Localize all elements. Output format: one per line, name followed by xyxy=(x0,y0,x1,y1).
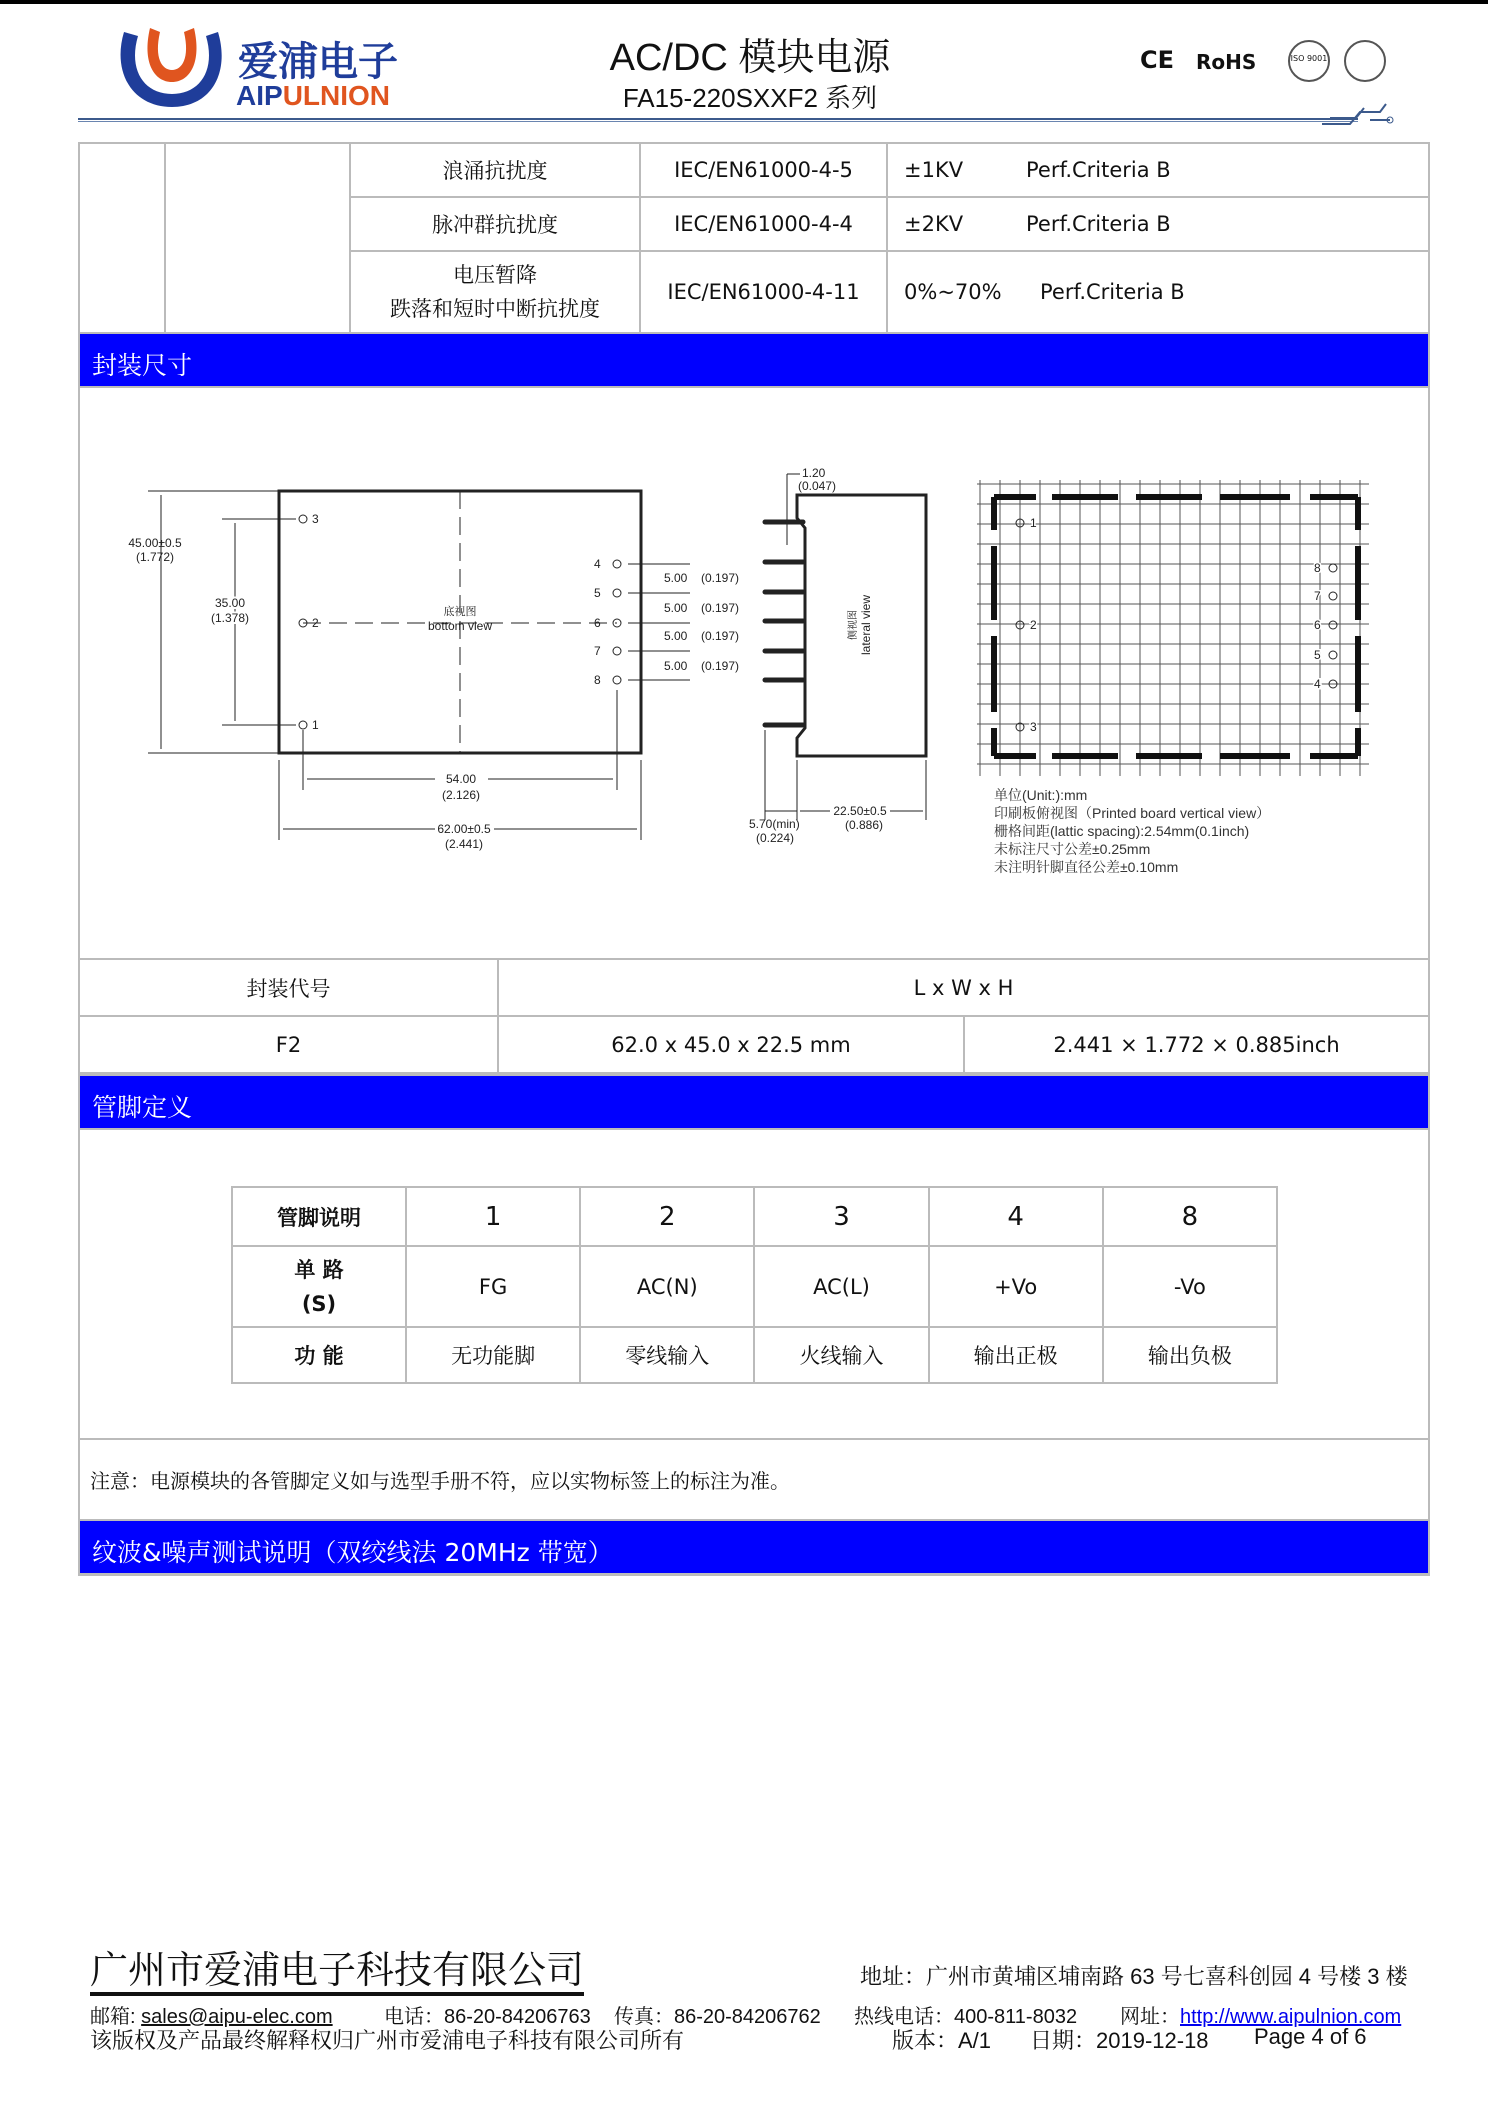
package-code: F2 xyxy=(79,1016,498,1073)
dim-height-inch: (1.772) xyxy=(135,550,175,564)
lateral-pins xyxy=(765,522,803,725)
bottom-view-label-cn: 底视图 xyxy=(443,606,477,618)
bottom-view-label: bottom view xyxy=(427,619,493,633)
section-header-ripple: 纹波&噪声测试说明（双绞线法 20MHz 带宽） xyxy=(78,1519,1430,1575)
pin-number: 8 xyxy=(1103,1187,1277,1246)
emc-level: ±2KV xyxy=(904,212,964,236)
pin-table xyxy=(231,1186,1278,1384)
row-label: 功 能 xyxy=(232,1327,406,1383)
pin-label: 3 xyxy=(312,512,319,526)
row-label: 单 路 xyxy=(294,1257,344,1282)
pin-label: 8 xyxy=(594,673,601,687)
svg-text:5.00: 5.00 xyxy=(664,629,688,643)
svg-text:(0.197): (0.197) xyxy=(701,601,740,615)
row-label-sub: (S) xyxy=(301,1291,337,1316)
pin-signal: -Vo xyxy=(1103,1246,1277,1327)
email-link[interactable]: sales@aipu-elec.com xyxy=(141,2006,333,2028)
emc-item-line2: 跌落和短时中断抗扰度 xyxy=(390,297,600,321)
pin-number: 4 xyxy=(929,1187,1103,1246)
svg-text:5.00: 5.00 xyxy=(664,571,688,585)
emc-standard: IEC/EN61000-4-4 xyxy=(640,197,887,251)
dim-height: 45.00±0.5 xyxy=(128,536,182,550)
divider xyxy=(78,1438,1430,1440)
dim-pin-length: 5.70(min) xyxy=(749,817,800,831)
table-row xyxy=(232,1187,1277,1246)
grid-pin-label: 5 xyxy=(1314,648,1321,662)
pin-signal: FG xyxy=(406,1246,580,1327)
footer-page-number: Page 4 of 6 xyxy=(1254,2024,1367,2049)
logo-en-b: ULNION xyxy=(282,80,391,111)
web-label: 网址： xyxy=(1120,2006,1180,2028)
ce-mark: CE xyxy=(1140,46,1175,74)
emc-item: 浪涌抗扰度 xyxy=(350,143,640,197)
grid-pin-markers xyxy=(1016,519,1337,731)
svg-text:5.00: 5.00 xyxy=(664,659,688,673)
package-table xyxy=(78,958,1430,1074)
svg-text:未注明针脚直径公差±0.10mm: 未注明针脚直径公差±0.10mm xyxy=(994,859,1179,875)
emc-standard: IEC/EN61000-4-11 xyxy=(640,251,887,333)
footer-version: 版本：A/1 xyxy=(892,2028,992,2053)
svg-text:(0.197): (0.197) xyxy=(701,571,740,585)
emc-standard: IEC/EN61000-4-5 xyxy=(640,143,887,197)
svg-text:未标注尺寸公差±0.25mm: 未标注尺寸公差±0.25mm xyxy=(994,841,1151,857)
dim-pin-dia-inch: (0.047) xyxy=(798,479,837,493)
grid-pin-label: 8 xyxy=(1314,561,1321,575)
pin-label: 1 xyxy=(312,718,319,732)
pin-function: 输出负极 xyxy=(1103,1327,1277,1383)
dim-pin-span: 35.00 xyxy=(214,596,246,610)
header-package-code: 封装代号 xyxy=(79,959,498,1016)
table-row xyxy=(232,1327,1277,1383)
logo-en-a: AIP xyxy=(236,80,283,111)
emc-level: ±1KV xyxy=(904,158,964,182)
dim-pin-length-inch: (0.224) xyxy=(756,831,795,845)
grid-pin-label: 7 xyxy=(1314,589,1321,603)
svg-text:单位(Unit:):mm: 单位(Unit:):mm xyxy=(994,787,1088,803)
section-header-package: 封装尺寸 xyxy=(78,332,1430,388)
grid-pin-label: 6 xyxy=(1314,618,1321,632)
svg-text:栅格间距(lattic spacing):2.54mm(0.: 栅格间距(lattic spacing):2.54mm(0.1inch) xyxy=(994,823,1250,839)
package-drawing xyxy=(0,0,1488,960)
pin-label: 4 xyxy=(594,557,601,571)
grid-pin-label: 1 xyxy=(1030,516,1037,530)
dim-pin-dia: 1.20 xyxy=(802,466,826,480)
pitch-labels xyxy=(664,571,739,673)
pin-note: 注意：电源模块的各管脚定义如与选型手册不符，应以实物标签上的标注为准。 xyxy=(90,1469,790,1493)
footer-hotline: 热线电话：400-811-8032 xyxy=(854,2006,1078,2028)
pin-function: 无功能脚 xyxy=(406,1327,580,1383)
pin-label: 6 xyxy=(594,616,601,630)
dim-54: 54.00 xyxy=(445,772,477,786)
pin-label: 7 xyxy=(594,644,601,658)
emc-criteria: Perf.Criteria B xyxy=(1026,212,1171,236)
email-label: 邮箱: xyxy=(90,2006,136,2028)
emc-item: 脉冲群抗扰度 xyxy=(350,197,640,251)
grid-pin-label: 2 xyxy=(1030,618,1037,632)
pin-label: 5 xyxy=(594,586,601,600)
dim-thickness: 22.50±0.5 xyxy=(833,804,887,818)
svg-text:5.00: 5.00 xyxy=(664,601,688,615)
footer-copyright: 该版权及产品最终解释权归广州市爱浦电子科技有限公司所有 xyxy=(90,2028,685,2053)
table-row xyxy=(232,1246,1277,1327)
footer-tel: 电话：86-20-84206763 xyxy=(384,2006,591,2028)
pin-signal: AC(L) xyxy=(754,1246,928,1327)
footer-address: 地址：广州市黄埔区埔南路 63 号七喜科创园 4 号楼 3 楼 xyxy=(860,1964,1408,1989)
pcb-outline xyxy=(994,497,1358,756)
dimensions-mm: 62.0 x 45.0 x 22.5 mm xyxy=(498,1016,964,1073)
pin-label: 2 xyxy=(312,616,319,630)
iso-cert-icon: ISO 9001 xyxy=(1288,40,1330,82)
document-title: AC/DC 模块电源 xyxy=(609,37,891,79)
dimensions-inch: 2.441 × 1.772 × 0.885inch xyxy=(964,1016,1429,1073)
svg-text:(0.197): (0.197) xyxy=(701,629,740,643)
svg-text:(0.197): (0.197) xyxy=(701,659,740,673)
document-subtitle: FA15-220SXXF2 系列 xyxy=(622,83,878,113)
grid-pin-label: 4 xyxy=(1314,677,1321,691)
emc-criteria: Perf.Criteria B xyxy=(1026,158,1171,182)
emc-level: 0%~70% xyxy=(904,280,1002,304)
table-row xyxy=(79,959,1429,1016)
pin-number: 1 xyxy=(406,1187,580,1246)
header-dimensions: L x W x H xyxy=(498,959,1429,1016)
emc-criteria: Perf.Criteria B xyxy=(1040,280,1185,304)
pin-function: 输出正极 xyxy=(929,1327,1103,1383)
dim-length: 62.00±0.5 xyxy=(437,822,491,836)
footer-company: 广州市爱浦电子科技有限公司 xyxy=(90,1948,584,1996)
svg-text:印刷板俯视图（Printed board vertical: 印刷板俯视图（Printed board vertical view） xyxy=(994,805,1271,821)
rohs-mark: RoHS xyxy=(1196,50,1257,74)
drawing-notes xyxy=(994,787,1270,875)
lateral-view-label-cn: 侧视图 xyxy=(848,610,859,640)
pin-header-label: 管脚说明 xyxy=(232,1187,406,1246)
pin-number: 2 xyxy=(580,1187,754,1246)
website-link[interactable]: http://www.aipulnion.com xyxy=(1180,2006,1402,2028)
pin-function: 火线输入 xyxy=(754,1327,928,1383)
pin-signal: +Vo xyxy=(929,1246,1103,1327)
pin-function: 零线输入 xyxy=(580,1327,754,1383)
section-header-pins: 管脚定义 xyxy=(78,1074,1430,1130)
footer-fax: 传真：86-20-84206762 xyxy=(614,2006,821,2028)
logo-cn: 爱浦电子 xyxy=(238,39,398,85)
footer-date: 日期：2019-12-18 xyxy=(1030,2028,1209,2053)
dim-pin-span-inch: (1.378) xyxy=(210,611,250,625)
lateral-view-label: lateral view xyxy=(859,594,873,656)
pin-signal: AC(N) xyxy=(580,1246,754,1327)
emc-item: 电压暂降 xyxy=(453,263,537,287)
grid-pin-label: 3 xyxy=(1030,720,1037,734)
pin-number: 3 xyxy=(754,1187,928,1246)
table-row xyxy=(79,1016,1429,1073)
dim-54-inch: (2.126) xyxy=(441,788,481,802)
dim-length-inch: (2.441) xyxy=(444,837,484,851)
dim-thickness-inch: (0.886) xyxy=(844,818,884,832)
